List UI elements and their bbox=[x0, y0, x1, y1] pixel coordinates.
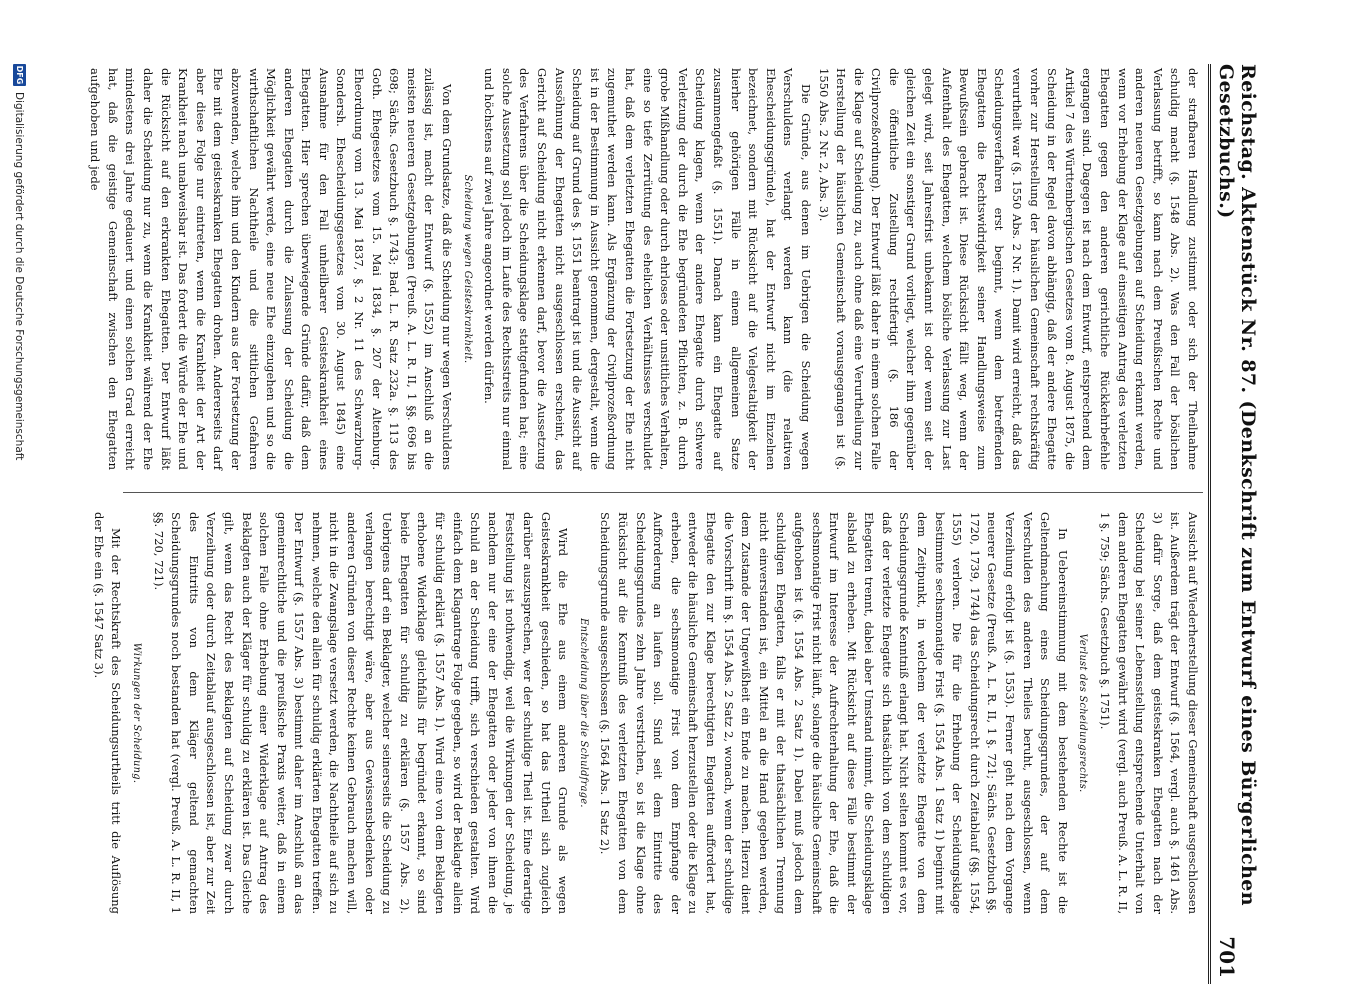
page-header bbox=[1215, 64, 1259, 984]
paragraph: Von dem Grundsatze, daß die Scheidung nur wegen Verschuldens zulässig ist, macht der Entwurf (§. 1552) im Anschluß an die meisten neueren Gesetzgebungen (Preuß. A. L. R. II, 1 §§. 696 bis 698; Sächs. Gesetzbuch §. 1743; Bad. L. R. Satz 232a. §. 113 des Goth. Ehegesetzes vom 15. Mai 1834, §. 207 der Altenburg. Eheordnung vom 13. Mai 1837, §. 2 Nr. 11 des Schwarzburg-Sondersh. Ehescheidungsgesetzes vom 30. August 1845) eine Ausnahme für den Fall unheilbarer Geisteskrankheit eines Ehegatten. Hier sprechen überwiegende Gründe dafür, daß dem anderen Ehegatten durch die Zulassung der Scheidung die Möglichkeit gewährt werde, eine neue Ehe einzugehen und so die wirthschaftlichen Nachtheile und die sittlichen Gefahren abzuwenden, welche ihm und den Kindern aus der Fortsetzung der Ehe mit dem geisteskranken Ehegatten drohen. Andererseits darf aber diese Folge nur eintreten, wenn die Krankheit der Art der Krankheit nach unabweisbar ist. Das fordert die Würde der Ehe und die Rücksicht auf den erkrankten Ehegatten. Der Entwurf läßt daher die Scheidung nur zu, wenn die Krankheit während der Ehe mindestens drei Jahre gedauert und einen solchen Grad erreicht hat, daß die geistige Gemeinschaft zwischen den Ehegatten aufgehoben und jede bbox=[88, 68, 455, 470]
header-rule bbox=[1208, 64, 1211, 984]
footer-text: Digitalisierung gefördert durch die Deutsche Forschungsgemeinschaft bbox=[13, 92, 26, 461]
paragraph: Die Gründe, aus denen im Uebrigen die Scheidung wegen Verschuldens verlangt werden kann (die relativen Ehescheidungsgründe), hat der Entwurf nicht im Einzelnen bezeichnet, sondern mit Rücksicht auf die Vielgestaltigkeit der hierher gehörigen Fälle in einem allgemeinen Satze zusammengefaßt (§. 1551). Danach kann ein Ehegatte auf Scheidung klagen, wenn der andere Ehegatte durch schwere Verletzung der durch die Ehe begründeten Pflichten, z. B. durch grobe Mißhandlung oder durch ehrloses oder unsittliches Verhalten, eine so tiefe Zerrüttung des ehelichen Verhältnisses verschuldet hat, daß dem verletzten Ehegatten die Fortsetzung der Ehe nicht zugemuthet werden kann. Als Ergänzung der Civilprozeßordnung ist in der Bestimmung in Aussicht genommen, dergestalt, wenn die Scheidung auf Grund des §. 1551 beantragt ist und die Aussicht auf Aussöhnung der Ehegatten nicht ausgeschlossen erscheint, das Gericht auf Scheidung nicht erkennen darf, bevor die Aussetzung des Verfahrens über die Scheidungsklage stattgefunden hat; eine solche Aussetzung soll jedoch im Laufe des Rechtsstreits nur einmal und höchstens auf zwei Jahre angeordnet werden dürfen. bbox=[482, 68, 813, 470]
paragraph: Aussicht auf Wiederherstellung dieser Gemeinschaft ausgeschlossen ist. Außerdem trägt der Entwurf (§. 1564, vergl. auch §. 1461 Abs. 3) dafür Sorge, daß dem geisteskranken Ehegatten nach der Scheidung bei seiner Lebensstellung entsprechende Unterhalt von dem anderen Ehegatten gewährt wird (vergl. auch Preuß. A. L. R. II, 1 §. 759; Sächs. Gesetzbuch §. 1751). bbox=[1098, 512, 1200, 914]
left-column bbox=[88, 68, 1201, 470]
right-column bbox=[91, 512, 1201, 914]
section-heading: Entscheidung über die Schuldfrage. bbox=[577, 618, 589, 808]
digitization-footer bbox=[13, 64, 26, 964]
dfg-logo-icon: DFG bbox=[15, 65, 24, 85]
paragraph: Mit der Rechtskraft des Scheidungsurtheils tritt die Auflösung der Ehe ein (§. 1547 Satz 3). bbox=[91, 512, 124, 914]
section-heading: Wirkungen der Scheidung. bbox=[130, 642, 142, 784]
column-divider bbox=[123, 492, 1203, 493]
section-heading: Scheidung wegen Geisteskrankheit. bbox=[461, 174, 473, 364]
page-header-title: Reichstag. Aktenstück Nr. 87. (Denkschrift zum Entwurf eines Bürgerlichen Gesetzbuchs.) bbox=[1215, 64, 1259, 907]
page-number: 701 bbox=[1215, 936, 1239, 978]
paragraph: der strafbaren Handlung zustimmt oder sich der Theilnahme schuldig macht (§. 1548 Abs. 2). Was den Fall der böslichen Verlassung betrifft, so kann nach dem Preußischen Rechte und anderen neueren Gesetzgebungen auf Scheidung erkannt werden, wenn vor Erhebung der Klage auf einseitigen Antrag des verletzten Ehegatten gegen den anderen gerichtliche Rückkehrbefehle ergangen sind. Dagegen ist nach dem Entwurf, entsprechend dem Artikel 7 des Württembergischen Gesetzes vom 8. August 1875, die Scheidung in der Regel davon abhängig, daß der andere Ehegatte vorher zur Herstellung der häuslichen Gemeinschaft rechtskräftig verurtheilt war (§. 1550 Abs. 2 Nr. 1). Damit wird erreicht, daß das Scheidungsverfahren erst beginnt, wenn dem betreffenden Ehegatten die Rechtswidrigkeit seiner Handlungsweise zum Bewußtsein gebracht ist. Diese Rücksicht fällt weg, wenn der Aufenthalt des Ehegatten, welchem bösliche Verlassung zur Last gelegt wird, seit Jahresfrist unbekannt ist oder wenn seit der gleichen Zeit ein sonstiger Grund vorliegt, welcher ihm gegenüber die öffentliche Zustellung rechtfertigt (§. 186 der Civilprozeßordnung). Der Entwurf läßt daher in einem solchen Falle die Klage auf Scheidung zu, auch ohne daß eine Verurtheilung zur Herstellung der häuslichen Gemeinschaft vorausgegangen ist (§. 1550 Abs. 2 Nr. 2, Abs. 3). bbox=[816, 68, 1200, 470]
paragraph: Wird die Ehe aus einem anderen Grunde als wegen Geisteskrankheit geschieden, so hat das Urtheil sich zugleich darüber auszusprechen, wer der schuldige Theil ist. Eine derartige Feststellung ist nothwendig, weil die Wirkungen der Scheidung, je nachdem nur der eine der Ehegatten oder jeder von ihnen die Schuld an der Scheidung trifft, sich verschieden gestalten. Wird einfach dem Klagantrage Folge gegeben, so wird der Beklagte allein für schuldig erklärt (§. 1557 Abs. 1). Wird eine von dem Beklagten erhobene Widerklage gleichfalls für begründet erkannt, so sind beide Ehegatten für schuldig zu erklären (§. 1557 Abs. 2). Uebrigens darf ein Beklagter, welcher seinerseits die Scheidung zu verlangen berechtigt wäre, aber aus Gewissensbedenken oder anderen Gründen von dieser Rechte keinen Gebrauch machen will, nicht in die Zwangslage versetzt werden, die Nachtheile auf sich zu nehmen, welche den allein für schuldig erklärten Ehegatten treffen. Der Entwurf (§. 1557 Abs. 3) bestimmt daher im Anschluß an das gemeinrechtliche und die preußische Praxis weiter, daß in einem solchen Falle ohne Erhebung einer Widerklage auf Antrag des Beklagten auch der Kläger für schuldig zu erklären ist. Das Gleiche gilt, wenn das Recht des Beklagten auf Scheidung zwar durch Verzeihung oder durch Zeitablauf ausgeschlossen ist, aber zur Zeit des Eintritts von dem Kläger geltend gemachten Scheidungsgrundes noch bestanden hat (vergl. Preuß. A. L. R. II, 1 §§. 720, 721). bbox=[151, 512, 571, 914]
section-heading: Verlust des Scheidungsrechts. bbox=[1077, 633, 1089, 793]
paragraph: In Uebereinstimmung mit dem bestehenden Rechte ist die Geltendmachung eines Scheidungsgrundes, der auf dem Verschulden des anderen Theiles beruht, ausgeschlossen, wenn Verzeihung erfolgt ist (§. 1553). Ferner geht nach dem Vorgange neuerer Gesetze (Preuß. A. L. R. II, 1 §. 721; Sächs. Gesetzbuch §§. 1720, 1739, 1744) das Scheidungsrecht durch Zeitablauf (§§. 1554, 1555) verloren. Die für die Erhebung der Scheidungsklage bestimmte sechsmonatige Frist (§. 1554 Abs. 1 Satz 1) beginnt mit dem Zeitpunkt, in welchem der verletzte Ehegatte von dem Scheidungsgrunde Kenntniß erlangt hat. Nicht selten kommt es vor, daß der verletzte Ehegatte sich thatsächlich von dem schuldigen Ehegatten trennt, dabei aber Umstand nimmt, die Scheidungsklage alsbald zu erheben. Mit Rücksicht auf diese Fälle bestimmt der Entwurf im Interesse der Aufrechterhaltung der Ehe, daß die sechsmonatige Frist nicht läuft, solange die häusliche Gemeinschaft aufgehoben ist (§. 1554 Abs. 2 Satz 1). Dabei muß jedoch dem schuldigen Ehegatten, falls er mit der thatsächlichen Trennung nicht einverstanden ist, ein Mittel an die Hand gegeben werden, dem Zustande der Ungewißheit ein Ende zu machen. Hierzu dient die Vorschrift im §. 1554 Abs. 2 Satz 2, wonach, wenn der schuldige Ehegatte den zur Klage berechtigten Ehegatten auffordert hat, entweder die häusliche Gemeinschaft herzustellen oder die Klage zu erheben, die sechsmonatige Frist von dem Empfange der Aufforderung an laufen soll. Sind seit dem Eintritte des Scheidungsgrundes zehn Jahre verstrichen, so ist die Klage ohne Rücksicht auf die Kenntniß des verletzten Ehegatten von dem Scheidungsgrunde ausgeschlossen (§. 1564 Abs. 1 Satz 2). bbox=[598, 512, 1070, 914]
